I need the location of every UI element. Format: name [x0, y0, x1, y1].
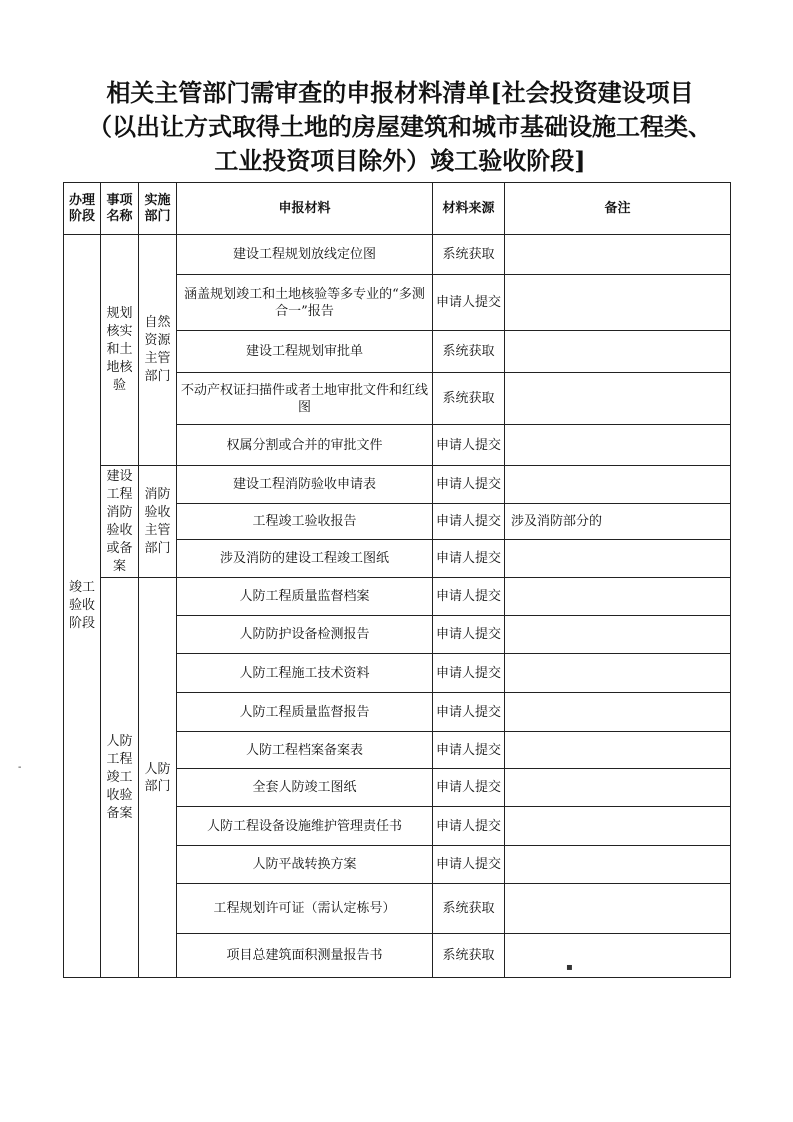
material-cell: 人防平战转换方案: [177, 846, 433, 884]
remark-cell: [505, 235, 731, 275]
header-source: 材料来源: [433, 183, 505, 235]
title-line-3: 工业投资项目除外）竣工验收阶段]: [214, 146, 586, 175]
remark-cell: [505, 846, 731, 884]
material-cell: 人防工程质量监督报告: [177, 693, 433, 732]
material-cell: 全套人防竣工图纸: [177, 769, 433, 807]
remark-cell: [505, 769, 731, 807]
source-cell: 系统获取: [433, 934, 505, 978]
remark-cell: [505, 654, 731, 693]
remark-cell: [505, 934, 731, 978]
dept-cell: 人防部门: [139, 578, 177, 978]
remark-cell: [505, 373, 731, 425]
page-title: [60, 76, 740, 178]
material-cell: 人防工程施工技术资料: [177, 654, 433, 693]
remark-cell: [505, 578, 731, 616]
material-cell: 建设工程消防验收申请表: [177, 466, 433, 504]
source-cell: 申请人提交: [433, 654, 505, 693]
source-cell: 申请人提交: [433, 466, 505, 504]
table-row: [64, 235, 731, 275]
header-material: 申报材料: [177, 183, 433, 235]
material-cell: 工程规划许可证（需认定栋号）: [177, 884, 433, 934]
scan-speck: -: [18, 762, 22, 773]
stage-cell: 竣工验收阶段: [64, 235, 101, 978]
remark-cell: [505, 425, 731, 466]
source-cell: 申请人提交: [433, 540, 505, 578]
remark-cell: [505, 807, 731, 846]
header-dept: 实施部门: [139, 183, 177, 235]
dept-cell: 自然资源主管部门: [139, 235, 177, 466]
material-cell: 权属分割或合并的审批文件: [177, 425, 433, 466]
remark-cell: [505, 616, 731, 654]
material-cell: 涉及消防的建设工程竣工图纸: [177, 540, 433, 578]
material-cell: 涵盖规划竣工和土地核验等多专业的“多测合一”报告: [177, 275, 433, 331]
title-line-2: （以出让方式取得土地的房屋建筑和城市基础设施工程类、: [88, 112, 712, 141]
source-cell: 申请人提交: [433, 769, 505, 807]
matter-cell: 人防工程竣工收验备案: [101, 578, 139, 978]
remark-cell: [505, 884, 731, 934]
remark-cell: 涉及消防部分的: [505, 504, 731, 540]
dept-cell: 消防验收主管部门: [139, 466, 177, 578]
source-cell: 申请人提交: [433, 425, 505, 466]
matter-cell: 建设工程消防验收或备案: [101, 466, 139, 578]
material-cell: 项目总建筑面积测量报告书: [177, 934, 433, 978]
source-cell: 系统获取: [433, 884, 505, 934]
material-cell: 工程竣工验收报告: [177, 504, 433, 540]
table-row: [64, 466, 731, 504]
header-remark: 备注: [505, 183, 731, 235]
header-stage: 办理阶段: [64, 183, 101, 235]
source-cell: 系统获取: [433, 331, 505, 373]
source-cell: 申请人提交: [433, 807, 505, 846]
table-header-row: [64, 183, 731, 235]
materials-table: [63, 182, 731, 978]
remark-cell: [505, 693, 731, 732]
source-cell: 系统获取: [433, 373, 505, 425]
material-cell: 人防工程设备设施维护管理责任书: [177, 807, 433, 846]
material-cell: 不动产权证扫描件或者土地审批文件和红线图: [177, 373, 433, 425]
remark-cell: [505, 275, 731, 331]
header-matter: 事项名称: [101, 183, 139, 235]
title-line-1: 相关主管部门需审查的申报材料清单[社会投资建设项目: [106, 78, 694, 107]
source-cell: 申请人提交: [433, 693, 505, 732]
material-cell: 人防防护设备检测报告: [177, 616, 433, 654]
source-cell: 申请人提交: [433, 846, 505, 884]
material-cell: 建设工程规划审批单: [177, 331, 433, 373]
source-cell: 系统获取: [433, 235, 505, 275]
remark-cell: [505, 331, 731, 373]
table-row: [64, 578, 731, 616]
matter-cell: 规划核实和土地核验: [101, 235, 139, 466]
source-cell: 申请人提交: [433, 616, 505, 654]
source-cell: 申请人提交: [433, 732, 505, 769]
material-cell: 人防工程质量监督档案: [177, 578, 433, 616]
scan-speck: ▪: [566, 962, 573, 973]
material-cell: 建设工程规划放线定位图: [177, 235, 433, 275]
source-cell: 申请人提交: [433, 275, 505, 331]
remark-cell: [505, 540, 731, 578]
source-cell: 申请人提交: [433, 578, 505, 616]
remark-cell: [505, 466, 731, 504]
source-cell: 申请人提交: [433, 504, 505, 540]
material-cell: 人防工程档案备案表: [177, 732, 433, 769]
remark-cell: [505, 732, 731, 769]
